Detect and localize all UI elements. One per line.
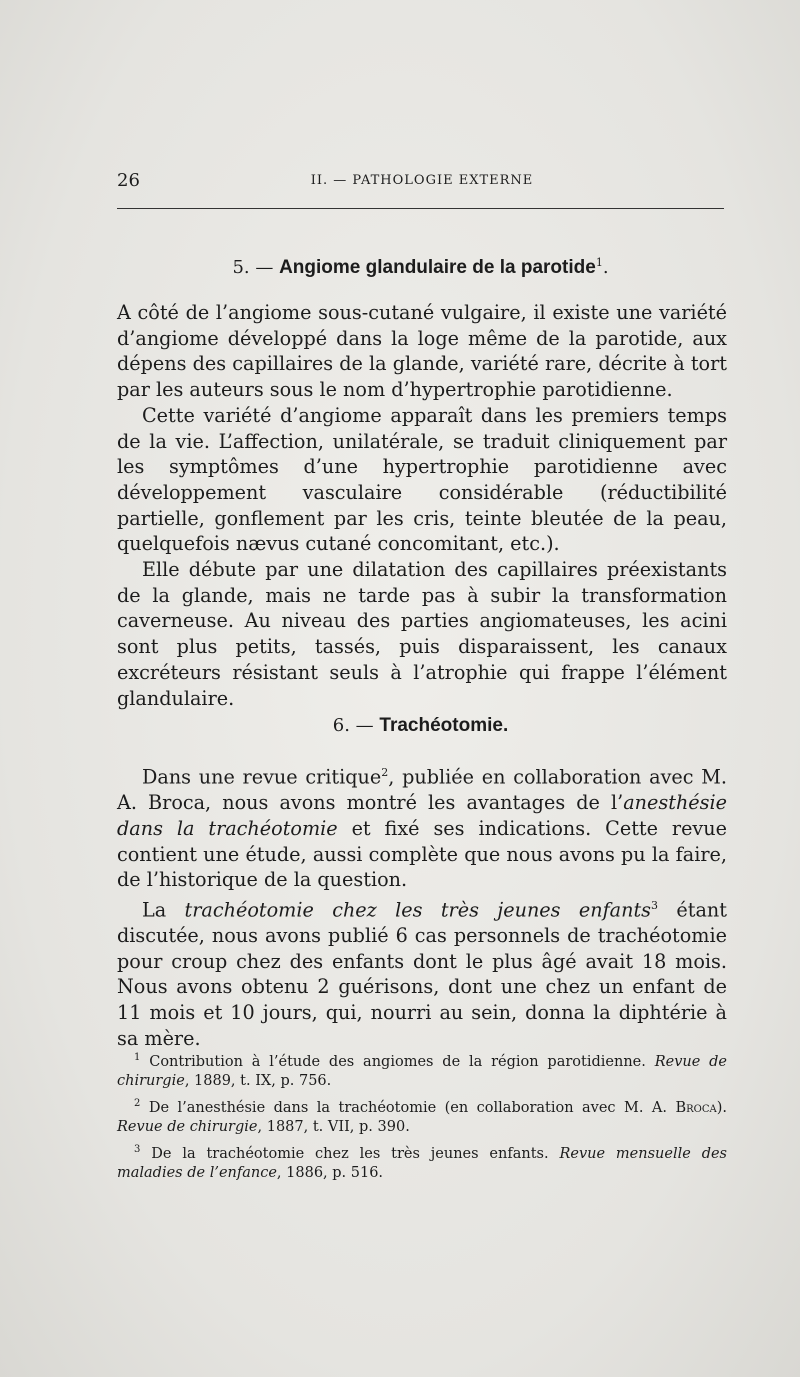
section-5-title: Angiome glandulaire de la parotide [279, 257, 596, 278]
section-5-number: 5. — [232, 257, 274, 278]
paragraph: Cette variété d’angiome apparaît dans les premiers temps de la vie. L’affection, unilatérale, se traduit cliniquement par les symptômes d’une hypertrophie parotidienne avec développement vasculaire considérable (réductibilité partielle, gonflement par les cris, teinte bleutée de la peau, quelquefois nævus cutané concomitant, etc.). [117, 403, 727, 556]
text-run: étant discutée, nous avons publié 6 cas personnels de trachéotomie pour croup chez des enfants dont le plus âgé avait 18 mois. Nous avons obtenu 2 guérisons, dont une chez un enfant de 11 mois et 10 jours, qui, nourri au sein, donna la diphtérie à sa mère. [117, 898, 727, 1050]
footnote-journal: Revue de chirurgie [117, 1053, 728, 1090]
page-number: 26 [117, 170, 140, 191]
section-5-body [117, 300, 727, 711]
paragraph: Elle débute par une dilatation des capillaires préexistants de la glande, mais ne tarde pas à subir la transformation caverneuse. Au niveau des parties angiomateuses, les acini sont plus petits, tassés, puis disparaissent, les canaux excréteurs résistant seuls à l’atrophie qui frappe l’élément glandulaire. [117, 558, 727, 710]
footnote-ref: , 1887, t. VII, p. 390. [257, 1119, 410, 1136]
footnote-text: Contribution à l’étude des angiomes de la région parotidienne. [149, 1053, 646, 1070]
section-5-title-period: . [602, 257, 609, 278]
footnote-text: ). [716, 1099, 727, 1116]
header-rule [117, 208, 724, 209]
section-5-heading [117, 256, 724, 279]
section-6-number: 6. — [332, 715, 374, 736]
footnote-ref-3: 3 [651, 898, 659, 912]
footnote-ref: , 1886, p. 516. [276, 1164, 384, 1181]
paragraph [117, 893, 727, 1052]
running-title: II. — PATHOLOGIE EXTERNE [310, 173, 534, 188]
footnote-ref-2: 2 [381, 766, 389, 779]
text-run: et fixé ses indications. Cette revue contient une étude, aussi complète que nous avons pu la faire, de l’historique de la question. [117, 816, 727, 892]
footnote-number: 1 [134, 1052, 141, 1063]
footnote-text: De la trachéotomie chez les très jeunes enfants. [151, 1145, 549, 1162]
section-6-heading [117, 715, 724, 737]
footnote-ref: , 1889, t. IX, p. 756. [184, 1073, 332, 1090]
footnote-author: Broca [675, 1099, 717, 1116]
footnote-3 [117, 1140, 727, 1184]
footnote-journal: Revue de chirurgie [117, 1119, 258, 1136]
paragraph: A côté de l’angiome sous-cutané vulgaire, il existe une variété d’angiome développé dans la loge même de la parotide, aux dépens des capillaires de la glande, variété rare, décrite à tort par les auteurs sous le nom d’hypertrophie parotidienne. [117, 301, 727, 402]
footnote-ref-1: 1 [595, 256, 603, 269]
text-run: Dans une revue critique [142, 765, 382, 789]
section-6-title: Trachéotomie. [379, 715, 509, 736]
footnote-1 [117, 1048, 727, 1092]
italic-run: anesthésie dans la trachéotomie [117, 791, 727, 840]
italic-run: trachéotomie chez les très jeunes enfants [184, 898, 652, 922]
footnotes [117, 1048, 727, 1185]
section-6-body [117, 760, 727, 1052]
paragraph [117, 760, 727, 893]
text-run: La [142, 898, 185, 922]
footnote-journal: Revue mensuelle des maladies de l’enfance [117, 1145, 727, 1181]
page-header [117, 170, 727, 198]
footnote-2 [117, 1094, 727, 1138]
footnote-text: De l’anesthésie dans la trachéotomie (en collaboration avec M. A. [148, 1099, 676, 1116]
footnote-number: 3 [134, 1143, 141, 1155]
text-run: , publiée en collaboration avec M. A. Broca, nous avons montré les avantages de l’ [117, 765, 727, 815]
footnote-number: 2 [134, 1097, 141, 1109]
